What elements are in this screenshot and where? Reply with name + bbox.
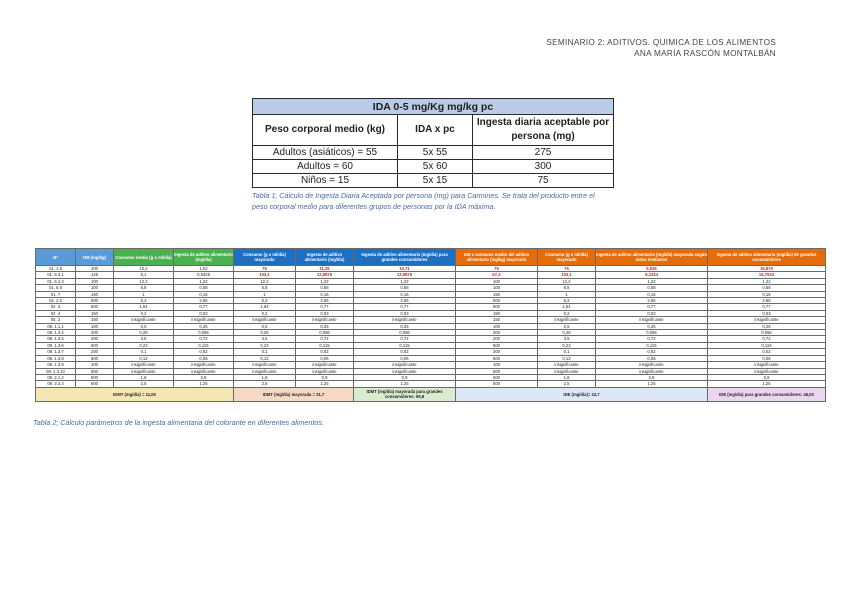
table-cell: 2,65 [296,298,354,304]
intake-table-header: Consumo (g o ml/día) mayorado [234,249,296,266]
table-cell: 5,3 [234,298,296,304]
intake-table-header: Nº [36,249,76,266]
table-cell: 08. 2.1.2 [36,374,76,380]
table-cell: 500 [456,374,538,380]
table-cell: 1,54 [538,304,596,310]
table-cell: 0,25 [296,323,354,329]
table-cell: 75 [456,266,538,272]
table-cell: 0,72 [296,336,354,342]
table-cell: 0,72 [174,336,234,342]
intake-table-header: Consumo (g o ml/día) mayorado [538,249,596,266]
table-cell: insignificante [174,368,234,374]
table-cell: 0,02 [296,349,354,355]
table-cell: 0,06 [296,355,354,361]
table-cell: 0,2 [234,310,296,316]
table-cell: 150 [76,317,114,323]
table-cell: 0,72 [708,336,826,342]
table-cell: 1,22 [354,278,456,284]
table-cell: 0,115 [596,342,708,348]
table-cell: 01. 7 [36,291,76,297]
table-cell: 0,9 [708,374,826,380]
table-cell: 100 [456,278,538,284]
table-cell: 67,2 [456,272,538,278]
table-cell: 0,77 [174,304,234,310]
table-cell: 0,056 [354,330,456,336]
table-cell: 200 [456,336,538,342]
table-cell: 0,03 [596,310,708,316]
table-cell: 3,6 [234,336,296,342]
table-cell: 0,9 [354,374,456,380]
idmt-total: IDMT (mg/día) = 11,05 [36,387,234,401]
table-cell: 1,8 [234,374,296,380]
table-cell: insignificante [174,362,234,368]
table-cell: 1,25 [596,381,708,387]
table-cell: insignificante [538,368,596,374]
table-cell: 0,28 [538,330,596,336]
table-cell: insignificante [596,368,708,374]
table-cell: 0,23 [538,342,596,348]
table-cell: 100 [456,362,538,368]
table-cell: insignificante [354,368,456,374]
table-cell: 1,22 [174,278,234,284]
table-cell: 150 [456,310,538,316]
table-cell: 1,25 [708,381,826,387]
table-cell: 0,2 [538,310,596,316]
table-cell: 16,7533 [708,272,826,278]
table-cell: 150 [76,310,114,316]
table-cell: 10,2 [114,266,174,272]
table-cell: 0,15 [354,291,456,297]
table-cell: 1,54 [114,304,174,310]
table-cell: 01. 6.5 [36,285,76,291]
table-cell: 200 [456,349,538,355]
table-cell: 01. 6.4.3 [36,278,76,284]
table-cell: 08. 1.3.6 [36,342,76,348]
intake-table-header: Ingesta de aditivo alimentario (mg/día) [174,249,234,266]
table-cell: insignificante [234,317,296,323]
table-cell: 08. 1.3.4 [36,330,76,336]
table-cell: 0,25 [174,323,234,329]
table-cell: 100 [76,285,114,291]
table-2-caption: Tabla 2; Cálculo parámetros de la ingesta alimentaria del colorante en diferentes alimentos. [33,418,324,427]
table-cell: 0,77 [296,304,354,310]
table-cell: 12,2 [538,278,596,284]
table-cell: 11,25 [296,266,354,272]
ide-grandes-consumidores: IDE (mg/día) para grandes consumidores: 46,03 [708,387,826,401]
table-cell: 100 [456,323,538,329]
table-cell: 0,02 [354,349,456,355]
ida-cell: 5x 15 [398,174,473,188]
table-cell: 6,8 [114,285,174,291]
table-cell: insignificante [234,362,296,368]
table-cell: 0,12 [538,355,596,361]
table-cell: 0,12 [114,355,174,361]
table-cell: 0,9 [296,374,354,380]
table-cell: 0,6425 [174,272,234,278]
ida-row [253,146,614,160]
table-cell: 1,22 [708,278,826,284]
table-cell: 103,1 [538,272,596,278]
table-cell: 13,9875 [354,272,456,278]
table-cell: 100 [76,278,114,284]
table-cell: 1,54 [234,304,296,310]
table-cell: 02. 3 [36,304,76,310]
table-cell: insignificante [174,317,234,323]
table-cell: 0,03 [174,310,234,316]
intake-table-header: Consumo medio (g o ml/día) [114,249,174,266]
table-cell: 100 [76,266,114,272]
table-cell: 150 [76,291,114,297]
table-cell: 75 [234,266,296,272]
table-cell: 500 [456,381,538,387]
intake-table-header: Ingesta de aditivo alimentario (mg/día) de grandes consumidores [708,249,826,266]
table-cell: 0,1 [114,349,174,355]
intake-table-header-row [36,249,826,266]
ida-header-weight: Peso corporal medio (kg) [253,115,398,146]
table-cell: 0,06 [354,355,456,361]
table-cell: 12,8875 [296,272,354,278]
table-cell: 0,12 [234,355,296,361]
intake-table [35,248,826,402]
table-1-caption: Tabla 1; Cálculo de Ingesta Diaria Aceptada por persona (mg) para Carmines. Se trata del producto entre el peso corporal medio para diferentes grupos de personas por la IDA máxima. [252,191,595,211]
header-line-2: ANA MARÍA RASCÓN MONTALBÁN [634,49,776,58]
table-cell: 0,25 [708,323,826,329]
table-cell: 0,02 [174,349,234,355]
table-cell: 1,22 [596,278,708,284]
header-line-1: SEMINARIO 2: ADITIVOS. QUIMICA DE LOS ALIMENTOS [546,38,776,47]
table-cell: 0,9 [596,374,708,380]
table-cell: 0,23 [234,342,296,348]
table-cell: 08. 1.3.9 [36,362,76,368]
table-cell: 01. 1.8 [36,266,76,272]
table-cell: 3,6 [114,336,174,342]
table-cell: 1,02 [174,266,234,272]
table-cell: 0,77 [596,304,708,310]
table-cell: 0,115 [708,342,826,348]
table-cell: 3,6 [538,336,596,342]
table-cell: 0,23 [114,342,174,348]
table-cell: 0,06 [708,355,826,361]
table-cell: insignificante [114,317,174,323]
table-cell: 100 [76,323,114,329]
table-cell: insignificante [596,317,708,323]
table-cell: 08. 1.1.1 [36,323,76,329]
table-cell: 500 [76,304,114,310]
table-cell: 500 [456,304,538,310]
table-cell: 0,056 [708,330,826,336]
table-cell: 150 [456,291,538,297]
ida-table-title: IDA 0-5 mg/Kg mg/kg pc [253,99,614,115]
table-cell: 0,115 [174,342,234,348]
table-cell: 1,25 [354,381,456,387]
intake-table-footer-row [36,387,826,401]
ida-cell: 5x 55 [398,146,473,160]
table-cell: 103,1 [234,272,296,278]
table-cell: 0,5 [114,323,174,329]
intake-table-header: DM (mg/kg) [76,249,114,266]
table-cell: 200 [456,330,538,336]
table-cell: 0,02 [708,349,826,355]
ida-cell: Adultos = 60 [253,160,398,174]
table-cell: insignificante [596,362,708,368]
table-cell: 500 [76,355,114,361]
idmt-grandes-consumidores: IDMT (mg/día) mayorada para grandes consumidores: 95,8 [354,387,456,401]
table-cell: 0,1 [234,349,296,355]
table-cell: 08. 1.3.7 [36,349,76,355]
intake-table-header: Ingesta de aditivo alimentario (mg/día) mayorada según datos medianos [596,249,708,266]
table-cell: 0,72 [354,336,456,342]
table-cell: 1 [234,291,296,297]
table-cell: 2,65 [354,298,456,304]
ida-cell: Adultos (asiáticos) = 55 [253,146,398,160]
table-cell: 0,06 [596,355,708,361]
ida-cell: Niños = 15 [253,174,398,188]
table-cell: 0,15 [296,291,354,297]
ida-row [253,160,614,174]
table-cell: 0,28 [114,330,174,336]
table-cell: 125 [76,272,114,278]
table-cell: 0,5 [234,323,296,329]
table-cell: 500 [76,368,114,374]
table-cell: 08. 1.3.10 [36,368,76,374]
table-cell: 0,5 [538,323,596,329]
table-cell: 0,056 [296,330,354,336]
table-cell: 16,875 [708,266,826,272]
table-cell: 0,9 [174,374,234,380]
table-cell: 500 [76,342,114,348]
table-cell: 5,3 [114,298,174,304]
ida-table [252,98,614,188]
intake-table-header: Ingesta de aditivo alimentario (mg/día) para grandes consumidores [354,249,456,266]
table-cell: 10,71 [354,266,456,272]
ida-cell: 75 [473,174,614,188]
table-cell: 0,68 [596,285,708,291]
table-cell: 1 [538,291,596,297]
table-cell: 0,115 [296,342,354,348]
table-cell: 0,1 [538,349,596,355]
table-cell: 2,65 [596,298,708,304]
table-cell: insignificante [708,317,826,323]
table-cell: 6,8 [234,285,296,291]
table-cell: insignificante [296,368,354,374]
ide-total: IDE (mg/día)= 23,7 [456,387,708,401]
table-cell: 200 [76,349,114,355]
ida-cell: 300 [473,160,614,174]
table-cell: 1,25 [174,381,234,387]
table-cell: 0,2 [114,310,174,316]
table-cell: 75 [538,266,596,272]
table-cell: 0,68 [174,285,234,291]
table-cell: 2,65 [708,298,826,304]
table-cell: 02. 4 [36,310,76,316]
ida-header-ida-x-pc: IDA x pc [398,115,473,146]
table-cell: 2,5 [538,381,596,387]
table-cell: insignificante [708,362,826,368]
table-cell: 0,06 [174,355,234,361]
table-cell: 0,03 [296,310,354,316]
table-cell: 0,115 [354,342,456,348]
table-cell: 2,5 [114,381,174,387]
table-cell: 0,15 [174,291,234,297]
table-cell: 500 [76,298,114,304]
table-cell: 0,25 [354,323,456,329]
intake-table-header: DM x consumo medio del aditivo alimentario (mg/kg) mayorado [456,249,538,266]
table-cell: 500 [456,368,538,374]
table-cell: insignificante [708,368,826,374]
table-cell: insignificante [234,368,296,374]
table-cell: 08. 1.3.8 [36,355,76,361]
table-cell: 0,72 [596,336,708,342]
ida-header-ingesta: Ingesta diaria aceptable por persona (mg) [473,115,614,146]
table-cell: 500 [76,381,114,387]
table-cell: 500 [456,355,538,361]
table-cell: 0,03 [708,310,826,316]
table-cell: 0,056 [596,330,708,336]
table-cell: 0,056 [174,330,234,336]
table-cell: 0,15 [708,291,826,297]
table-cell: 500 [456,298,538,304]
table-cell: 0,68 [708,285,826,291]
table-cell: insignificante [114,368,174,374]
idmt-mayorada: IDMT (mg/día) mayorada = 31,7 [234,387,354,401]
table-cell: insignificante [296,317,354,323]
table-cell: insignificante [296,362,354,368]
table-cell: 6,8 [538,285,596,291]
table-cell: 500 [456,342,538,348]
table-cell: 150 [456,317,538,323]
table-cell: insignificante [114,362,174,368]
table-cell: 05. 2 [36,317,76,323]
table-cell: 0,15 [596,291,708,297]
table-cell: 1 [114,291,174,297]
table-cell: 01. 6.3.1 [36,272,76,278]
table-cell: 0,28 [234,330,296,336]
table-cell: 0,77 [708,304,826,310]
table-cell: 6,2344 [596,272,708,278]
table-cell: 100 [76,362,114,368]
table-cell: 1,22 [296,278,354,284]
table-cell: 0,68 [354,285,456,291]
ida-cell: 275 [473,146,614,160]
table-cell: 1,8 [538,374,596,380]
table-cell: 1,25 [296,381,354,387]
table-cell: 0,25 [596,323,708,329]
table-cell: 0,03 [354,310,456,316]
intake-table-header: Ingesta de aditivo alimentario (mg/día) [296,249,354,266]
table-cell: 02. 2.2 [36,298,76,304]
table-cell: insignificante [538,317,596,323]
table-cell: 5,1 [114,272,174,278]
table-cell: 0,68 [296,285,354,291]
table-cell: 2,5 [234,381,296,387]
table-cell: 08. 2.3.3 [36,381,76,387]
table-cell: insignificante [354,362,456,368]
table-cell: 08. 1.3.5 [36,336,76,342]
ida-cell: 5x 60 [398,160,473,174]
table-cell: insignificante [538,362,596,368]
ida-row [253,174,614,188]
document-header [546,37,776,59]
table-cell: 12,2 [114,278,174,284]
table-cell: 2,65 [174,298,234,304]
table-cell: 0,77 [354,304,456,310]
table-cell: 200 [76,336,114,342]
table-cell: 0,02 [596,349,708,355]
table-cell: 200 [76,330,114,336]
table-cell: 5,3 [538,298,596,304]
table-cell: 12,2 [234,278,296,284]
table-cell: 500 [76,374,114,380]
table-cell: 5,625 [596,266,708,272]
table-cell: 100 [456,285,538,291]
table-cell: insignificante [354,317,456,323]
table-cell: 1,8 [114,374,174,380]
